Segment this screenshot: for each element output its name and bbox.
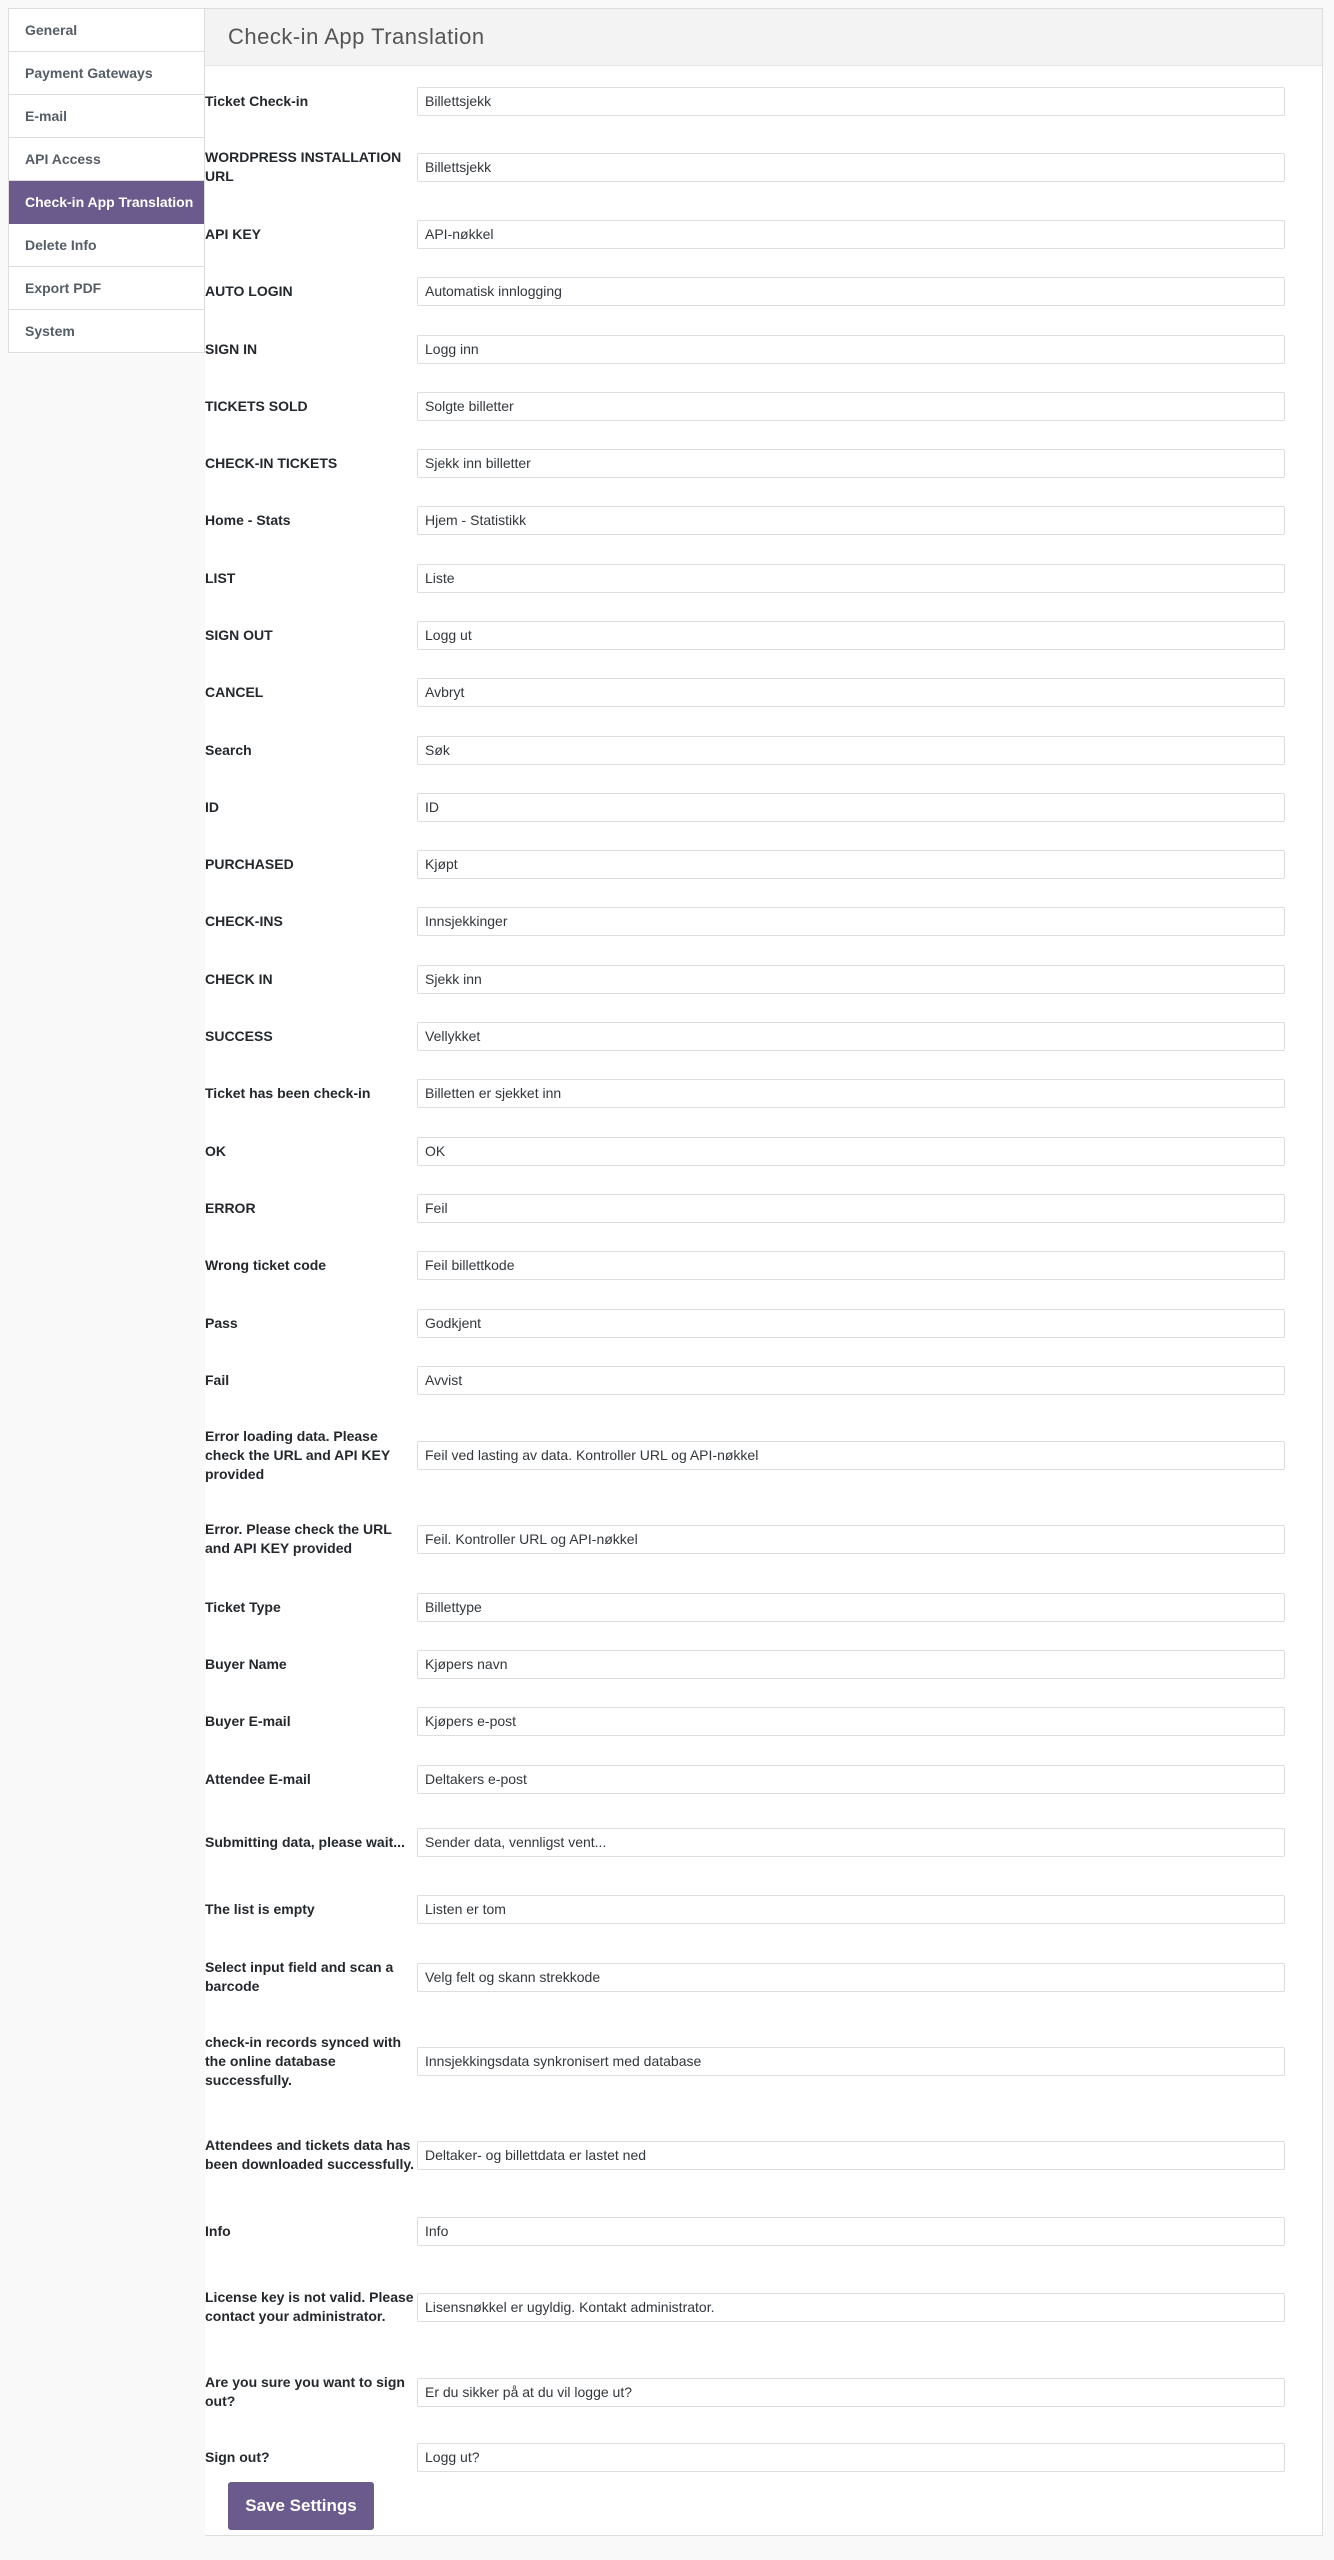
translation-input[interactable] <box>417 1441 1285 1470</box>
translation-input[interactable] <box>417 449 1285 478</box>
field-label: PURCHASED <box>205 855 294 872</box>
translation-row <box>205 149 1285 184</box>
field-label: LIST <box>205 569 236 586</box>
translation-row <box>205 1078 1285 1108</box>
translation-row <box>205 620 1285 650</box>
sidebar-item-checkin-app-translation[interactable]: Check-in App Translation <box>9 181 204 224</box>
translation-input[interactable] <box>417 506 1285 535</box>
translation-row <box>205 563 1285 593</box>
translation-input[interactable] <box>417 1593 1285 1622</box>
field-label: check-in records synced with the online database successfully. <box>205 2033 402 2088</box>
translation-input[interactable] <box>417 1251 1285 1280</box>
translation-row <box>205 1592 1285 1622</box>
sidebar-item-system[interactable]: System <box>9 310 204 353</box>
translation-row <box>205 1706 1285 1736</box>
translation-row <box>205 2137 1285 2172</box>
translation-row <box>205 1021 1285 1051</box>
field-label: Attendees and tickets data has been downloaded successfully. <box>205 2137 415 2172</box>
sidebar-item-email[interactable]: E-mail <box>9 95 204 138</box>
translation-input[interactable] <box>417 1963 1285 1992</box>
field-label: CHECK IN <box>205 970 273 987</box>
translation-input[interactable] <box>417 392 1285 421</box>
translation-input[interactable] <box>417 1366 1285 1395</box>
translation-row <box>205 1827 1285 1857</box>
translation-row <box>205 334 1285 364</box>
field-label: Error loading data. Please check the URL and API KEY provided <box>205 1427 390 1482</box>
translation-input[interactable] <box>417 2141 1285 2170</box>
field-label: ID <box>205 798 219 815</box>
field-label: Ticket Type <box>205 1598 281 1615</box>
translation-row <box>205 1894 1285 1924</box>
field-label: OK <box>205 1142 226 1159</box>
translation-input[interactable] <box>417 1137 1285 1166</box>
field-label: Info <box>205 2222 231 2239</box>
translation-input[interactable] <box>417 1828 1285 1857</box>
translation-input[interactable] <box>417 1309 1285 1338</box>
translation-row <box>205 86 1285 116</box>
translation-input[interactable] <box>417 1707 1285 1736</box>
translation-row <box>205 1193 1285 1223</box>
field-label: CHECK-IN TICKETS <box>205 454 338 471</box>
translation-row <box>205 1365 1285 1395</box>
field-label: SIGN OUT <box>205 626 273 643</box>
translation-input[interactable] <box>417 335 1285 364</box>
sidebar-item-payment-gateways[interactable]: Payment Gateways <box>9 52 204 95</box>
field-label: License key is not valid. Please contact your administrator. <box>205 2289 414 2324</box>
field-label: Pass <box>205 1314 238 1331</box>
translation-row <box>205 219 1285 249</box>
sidebar-item-export-pdf[interactable]: Export PDF <box>9 267 204 310</box>
translation-row <box>205 2374 1285 2409</box>
field-label: Select input field and scan a barcode <box>205 1959 394 1994</box>
field-label: Buyer Name <box>205 1655 287 1672</box>
translation-row <box>205 677 1285 707</box>
sidebar-item-delete-info[interactable]: Delete Info <box>9 224 204 267</box>
field-label: Ticket has been check-in <box>205 1084 371 1101</box>
translation-input[interactable] <box>417 87 1285 116</box>
translation-row <box>205 1308 1285 1338</box>
translation-row <box>205 1136 1285 1166</box>
translation-row <box>205 906 1285 936</box>
translation-input[interactable] <box>417 1765 1285 1794</box>
field-label: WORDPRESS INSTALLATION URL <box>205 149 402 184</box>
field-label: Buyer E-mail <box>205 1712 291 1729</box>
sidebar-item-general[interactable]: General <box>9 9 204 52</box>
translation-input[interactable] <box>417 621 1285 650</box>
translation-row <box>205 1521 1285 1556</box>
field-label: Error. Please check the URL and API KEY provided <box>205 1521 392 1556</box>
translation-input[interactable] <box>417 2217 1285 2246</box>
translation-input[interactable] <box>417 2047 1285 2076</box>
page-title: Check-in App Translation <box>205 9 1322 66</box>
translation-input[interactable] <box>417 1525 1285 1554</box>
translation-input[interactable] <box>417 2378 1285 2407</box>
field-label: Ticket Check-in <box>205 92 309 109</box>
field-label: Fail <box>205 1371 230 1388</box>
field-label: AUTO LOGIN <box>205 282 293 299</box>
translation-input[interactable] <box>417 736 1285 765</box>
translation-input[interactable] <box>417 850 1285 879</box>
save-settings-button[interactable]: Save Settings <box>228 2482 374 2530</box>
translation-row <box>205 1427 1285 1482</box>
field-label: SIGN IN <box>205 340 258 357</box>
translation-row <box>205 964 1285 994</box>
translation-row <box>205 276 1285 306</box>
translation-row <box>205 1250 1285 1280</box>
field-label: ERROR <box>205 1199 256 1216</box>
translation-input[interactable] <box>417 1022 1285 1051</box>
translation-row <box>205 2289 1285 2324</box>
translation-row <box>205 1764 1285 1794</box>
field-label: CANCEL <box>205 683 264 700</box>
sidebar-item-api-access[interactable]: API Access <box>9 138 204 181</box>
translation-row <box>205 849 1285 879</box>
translation-row <box>205 1649 1285 1679</box>
translation-row <box>205 448 1285 478</box>
field-label: Home - Stats <box>205 511 291 528</box>
field-label: SUCCESS <box>205 1027 273 1044</box>
translation-input[interactable] <box>417 564 1285 593</box>
translation-input[interactable] <box>417 907 1285 936</box>
translation-input[interactable] <box>417 793 1285 822</box>
translation-input[interactable] <box>417 1194 1285 1223</box>
field-label: CHECK-INS <box>205 912 283 929</box>
field-label: Are you sure you want to sign out? <box>205 2374 405 2409</box>
translation-input[interactable] <box>417 678 1285 707</box>
field-label: Attendee E-mail <box>205 1770 311 1787</box>
translation-row <box>205 391 1285 421</box>
translation-row <box>205 1959 1285 1994</box>
translation-row <box>205 2442 1285 2472</box>
translation-input[interactable] <box>417 2293 1285 2322</box>
translation-row <box>205 735 1285 765</box>
field-label: Wrong ticket code <box>205 1256 327 1273</box>
field-label: API KEY <box>205 225 262 242</box>
translation-input[interactable] <box>417 153 1285 182</box>
translation-input[interactable] <box>417 1650 1285 1679</box>
translation-input[interactable] <box>417 965 1285 994</box>
translation-row <box>205 2033 1285 2088</box>
field-label: TICKETS SOLD <box>205 397 308 414</box>
translation-input[interactable] <box>417 277 1285 306</box>
field-label: Sign out? <box>205 2448 270 2465</box>
translation-row <box>205 2216 1285 2246</box>
field-label: The list is empty <box>205 1900 315 1917</box>
translation-input[interactable] <box>417 2443 1285 2472</box>
translation-input[interactable] <box>417 220 1285 249</box>
translation-input[interactable] <box>417 1895 1285 1924</box>
field-label: Submitting data, please wait... <box>205 1833 405 1850</box>
translation-row <box>205 505 1285 535</box>
settings-panel <box>205 8 1323 2536</box>
settings-sidebar <box>8 8 205 353</box>
field-label: Search <box>205 741 252 758</box>
translation-row <box>205 792 1285 822</box>
translation-input[interactable] <box>417 1079 1285 1108</box>
